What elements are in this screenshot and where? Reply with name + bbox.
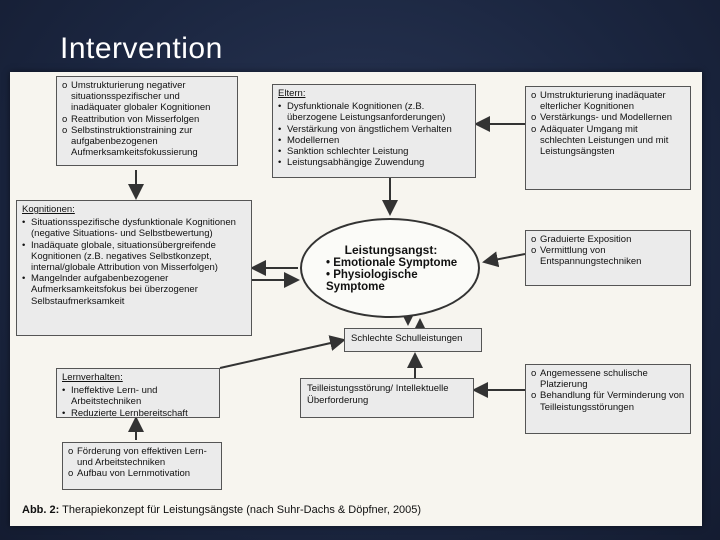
list-item: o Umstrukturierung negativer situationsspezifischer und inadäquater globaler Kognitionen (62, 80, 211, 114)
list-item: • Verstärkung von ängstlichem Verhalten (278, 123, 452, 135)
leistungsangst-title: Leistungsangst: (344, 243, 438, 257)
box-eltern-interventions (525, 86, 691, 190)
box-schulleistungen: Schlechte Schulleistungen (344, 328, 482, 352)
box-lernverhalten (56, 368, 220, 418)
figure-caption (22, 504, 421, 516)
box-learning-interventions (62, 442, 222, 490)
arrow-lernverhalten-to-schulleistung (220, 340, 344, 368)
list-item: o Angemessene schulische Platzierung (531, 368, 648, 391)
list-item: o Aufbau von Lernmotivation (68, 468, 191, 480)
list-item: • Mangelnder aufgabenbezogener Aufmerksamkeitsfokus bei überzogener Selbstaufmerksamkeit (22, 273, 198, 307)
arrow-middleright-to-center (484, 254, 525, 262)
list-item: • Situationsspezifische dysfunktionale Kognitionen (negative Situations- und Selbstbewertung) (22, 217, 236, 240)
leistungsangst-ellipse (300, 218, 480, 318)
eltern-heading: Eltern: (278, 88, 306, 99)
list-item: o Graduierte Exposition (531, 234, 632, 245)
list-item: o Verstärkungs- und Modellernen (531, 112, 673, 124)
list-item: o Selbstinstruktionstraining zur aufgabenbezogenen Aufmerksamkeitsfokussierung (62, 124, 198, 159)
box-cognitive-interventions (56, 76, 238, 166)
list-item: o Umstrukturierung inadäquater elterlicher Kognitionen (531, 90, 666, 113)
kognitionen-heading: Kognitionen: (22, 204, 75, 215)
list-item: o Reattribution von Misserfolgen (62, 113, 200, 125)
list-item: o Förderung von effektiven Lern- und Arbeitstechniken (68, 446, 207, 469)
caption-text: Therapiekonzept für Leistungsängste (nach Suhr-Dachs & Döpfner, 2005) (62, 504, 422, 516)
box-teilleistung: Teilleistungsstörung/ Intellektuelle Überforderung (300, 378, 474, 418)
box-anxiety-interventions (525, 230, 691, 286)
list-item: • Dysfunktionale Kognitionen (z.B. überzogene Leistungsanforderungen) (278, 101, 446, 124)
slide-title: Intervention (60, 32, 223, 65)
caption-label: Abb. 2: (22, 504, 60, 516)
list-item: • Ineffektive Lern- und Arbeitstechniken (62, 385, 158, 408)
lernverhalten-heading: Lernverhalten: (62, 372, 123, 383)
list-item: o Behandlung für Verminderung von Teilleistungsstörungen (531, 390, 685, 413)
list-item: • Reduzierte Lernbereitschaft (62, 407, 188, 419)
box-kognitionen (16, 200, 252, 336)
list-item: • Modellernen (278, 134, 340, 146)
list-item: o Adäquater Umgang mit schlechten Leistungen und mit Leistungsängsten (531, 123, 669, 158)
list-item: • Leistungsabhängige Zuwendung (278, 157, 425, 169)
list-item: o Vermittlung von Entspannungstechniken (531, 245, 642, 268)
list-item: • Inadäquate globale, situationsübergreifende Kognitionen (z.B. negatives Selbstkonzept, internal/globale Attribution von Misserfolgen) (22, 239, 218, 274)
list-item: • Emotionale Symptome (326, 257, 458, 269)
list-item: • Sanktion schlechter Leistung (278, 146, 409, 158)
list-item: • Physiologische Symptome (326, 269, 418, 293)
box-school-interventions (525, 364, 691, 434)
box-eltern (272, 84, 476, 178)
diagram-page (10, 72, 702, 526)
